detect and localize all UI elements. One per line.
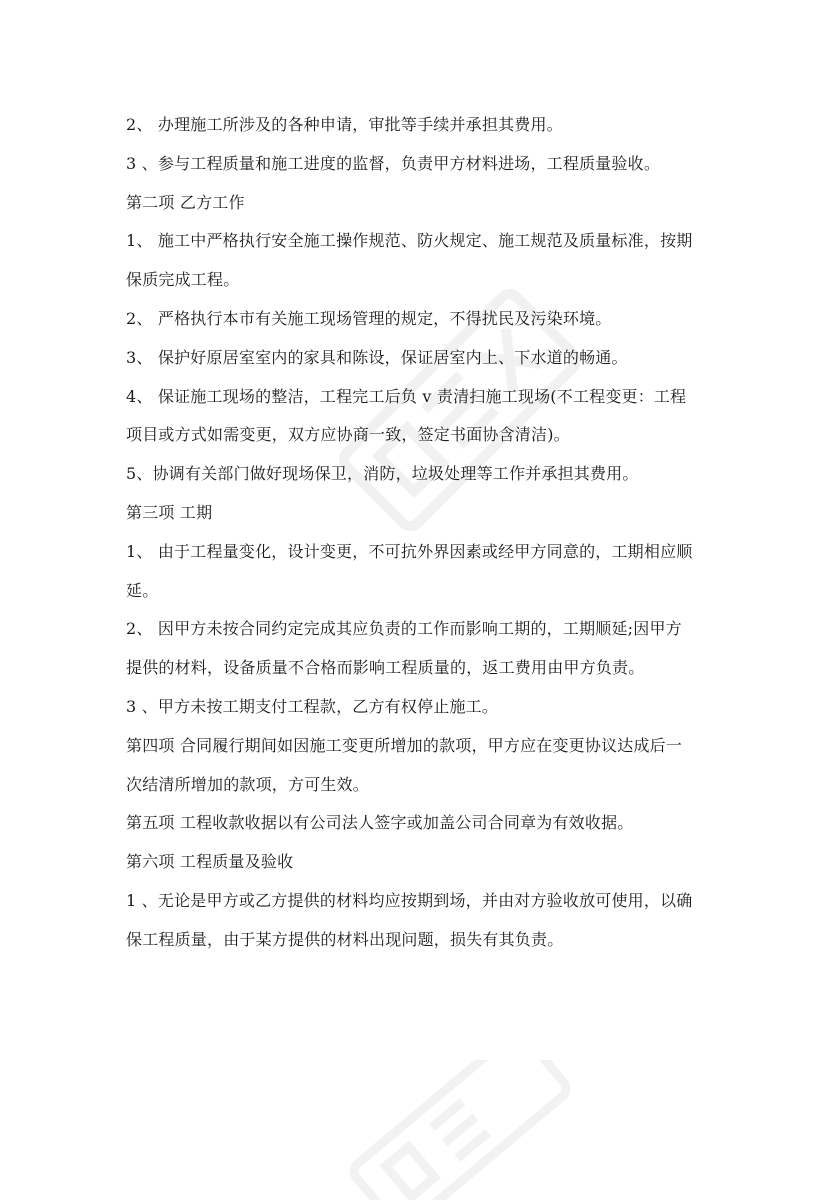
text-line: 2、 因甲方未按合同约定完成其应负责的工作而影响工期的，工期顺延;因甲方 [126, 619, 682, 639]
text-line: 延。 [126, 580, 159, 600]
text-line: 2、 严格执行本市有关施工现场管理的规定，不得扰民及污染环境。 [126, 308, 612, 328]
text-line: 1 、无论是甲方或乙方提供的材料均应按期到场，并由对方验收放可使用，以确 [126, 890, 693, 910]
text-line: 1、 由于工程量变化，设计变更，不可抗外界因素或经甲方同意的，工期相应顺 [126, 541, 693, 561]
section-heading: 第五项 工程收款收据以有公司法人签字或加盖公司合同章为有效收据。 [126, 813, 634, 833]
text-line: 4、 保证施工现场的整洁，工程完工后负 v 责清扫施工现场(不工程变更：工程 [126, 386, 687, 406]
text-line: 保工程质量，由于某方提供的材料出现问题，损失有其负责。 [126, 929, 564, 949]
text-line: 提供的材料，设备质量不合格而影响工程质量的，返工费用由甲方负责。 [126, 658, 645, 678]
text-line: 3 、参与工程质量和施工进度的监督，负责甲方材料进场，工程质量验收。 [126, 153, 661, 173]
text-line: 次结清所增加的款项，方可生效。 [126, 774, 370, 794]
text-line: 5、协调有关部门做好现场保卫，消防，垃圾处理等工作并承担其费用。 [126, 464, 639, 484]
document-body [126, 106, 716, 960]
text-line: 2、 办理施工所涉及的各种申请，审批等手续并承担其费用。 [126, 115, 563, 134]
text-line: 保质完成工程。 [126, 270, 240, 290]
text-line: 3 、甲方未按工期支付工程款，乙方有权停止施工。 [126, 696, 499, 716]
watermark-icon [330, 1060, 590, 1200]
text-line: 1、 施工中严格执行安全施工操作规范、防火规定、施工规范及质量标准，按期 [126, 231, 693, 251]
section-heading: 第三项 工期 [126, 502, 213, 522]
section-heading: 第二项 乙方工作 [126, 192, 245, 212]
text-line: 3、 保护好原居室室内的家具和陈设，保证居室内上、下水道的畅通。 [126, 347, 628, 367]
text-line: 项目或方式如需变更，双方应协商一致，签定书面协含清洁)。 [126, 425, 570, 445]
section-heading: 第四项 合同履行期间如因施工变更所增加的款项，甲方应在变更协议达成后一 [126, 735, 683, 755]
section-heading: 第六项 工程质量及验收 [126, 852, 294, 872]
